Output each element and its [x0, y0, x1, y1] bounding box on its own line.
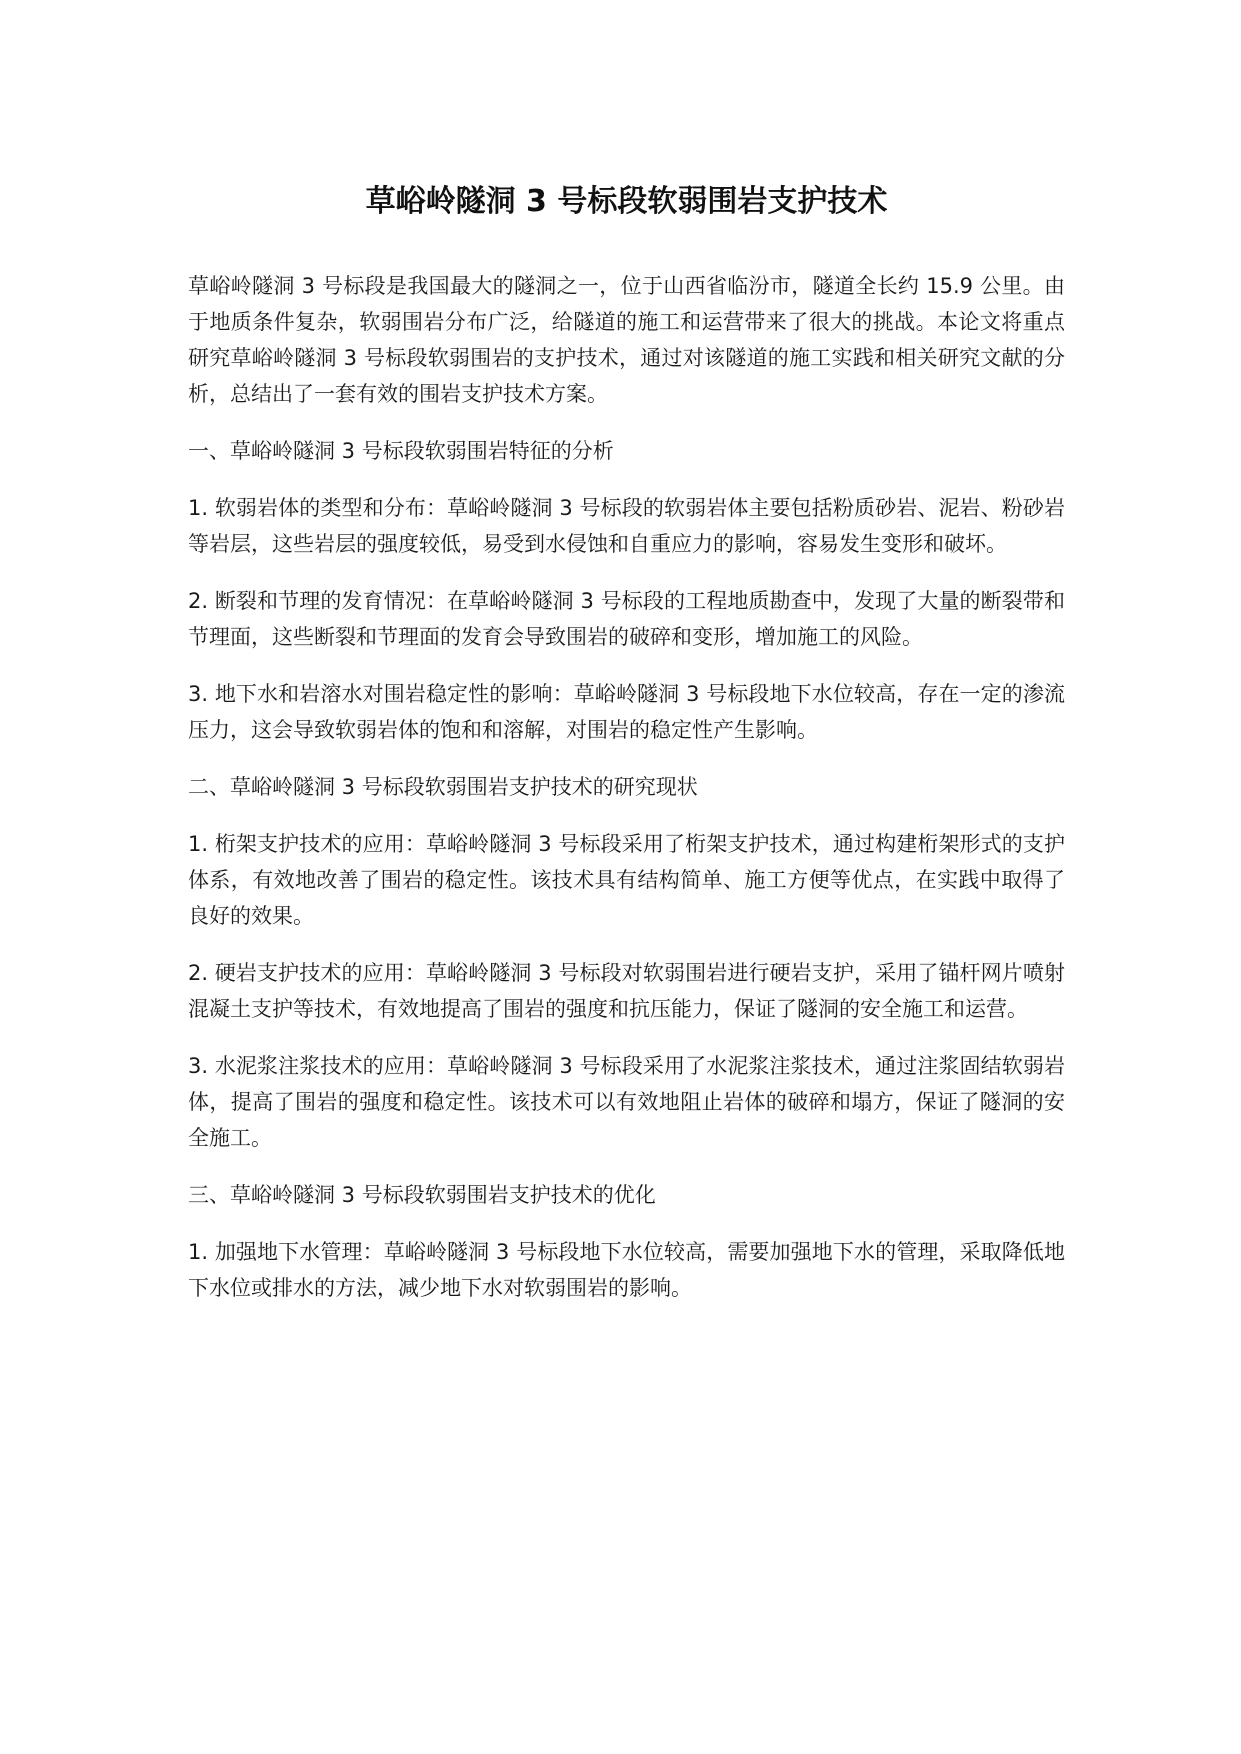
- section-heading-3: 三、草峪岭隧洞 3 号标段软弱围岩支护技术的优化: [188, 1183, 656, 1207]
- section-1-item-2: 2. 断裂和节理的发育情况：在草峪岭隧洞 3 号标段的工程地质勘查中，发现了大量的断裂带和节理面，这些断裂和节理面的发育会导致围岩的破碎和变形，增加施工的风险。: [188, 589, 1065, 649]
- section-heading-2: 二、草峪岭隧洞 3 号标段软弱围岩支护技术的研究现状: [188, 775, 698, 799]
- document-title: 草峪岭隧洞 3 号标段软弱围岩支护技术: [365, 184, 888, 219]
- section-1-item-3: 3. 地下水和岩溶水对围岩稳定性的影响：草峪岭隧洞 3 号标段地下水位较高，存在一定的渗流压力，这会导致软弱岩体的饱和和溶解，对围岩的稳定性产生影响。: [188, 682, 1065, 742]
- section-2-item-3: 3. 水泥浆注浆技术的应用：草峪岭隧洞 3 号标段采用了水泥浆注浆技术，通过注浆固结软弱岩体，提高了围岩的强度和稳定性。该技术可以有效地阻止岩体的破碎和塌方，保证了隧洞的安全施工。: [188, 1054, 1065, 1150]
- section-2-item-1: 1. 桁架支护技术的应用：草峪岭隧洞 3 号标段采用了桁架支护技术，通过构建桁架形式的支护体系，有效地改善了围岩的稳定性。该技术具有结构简单、施工方便等优点，在实践中取得了良好的效果。: [188, 832, 1065, 928]
- section-1-item-1: 1. 软弱岩体的类型和分布：草峪岭隧洞 3 号标段的软弱岩体主要包括粉质砂岩、泥岩、粉砂岩等岩层，这些岩层的强度较低，易受到水侵蚀和自重应力的影响，容易发生变形和破坏。: [188, 496, 1065, 556]
- section-3-item-1: 1. 加强地下水管理：草峪岭隧洞 3 号标段地下水位较高，需要加强地下水的管理，采取降低地下水位或排水的方法，减少地下水对软弱围岩的影响。: [188, 1240, 1065, 1300]
- document-body: [188, 268, 1065, 1306]
- section-2-item-2: 2. 硬岩支护技术的应用：草峪岭隧洞 3 号标段对软弱围岩进行硬岩支护，采用了锚杆网片喷射混凝土支护等技术，有效地提高了围岩的强度和抗压能力，保证了隧洞的安全施工和运营。: [188, 961, 1065, 1021]
- intro-paragraph: 草峪岭隧洞 3 号标段是我国最大的隧洞之一，位于山西省临汾市，隧道全长约 15.9 公里。由于地质条件复杂，软弱围岩分布广泛，给隧道的施工和运营带来了很大的挑战。本论文将重点研究草峪岭隧洞 3 号标段软弱围岩的支护技术，通过对该隧道的施工实践和相关研究文献的分析，总结出了一套有效的围岩支护技术方案。: [188, 274, 1065, 406]
- section-heading-1: 一、草峪岭隧洞 3 号标段软弱围岩特征的分析: [188, 439, 614, 463]
